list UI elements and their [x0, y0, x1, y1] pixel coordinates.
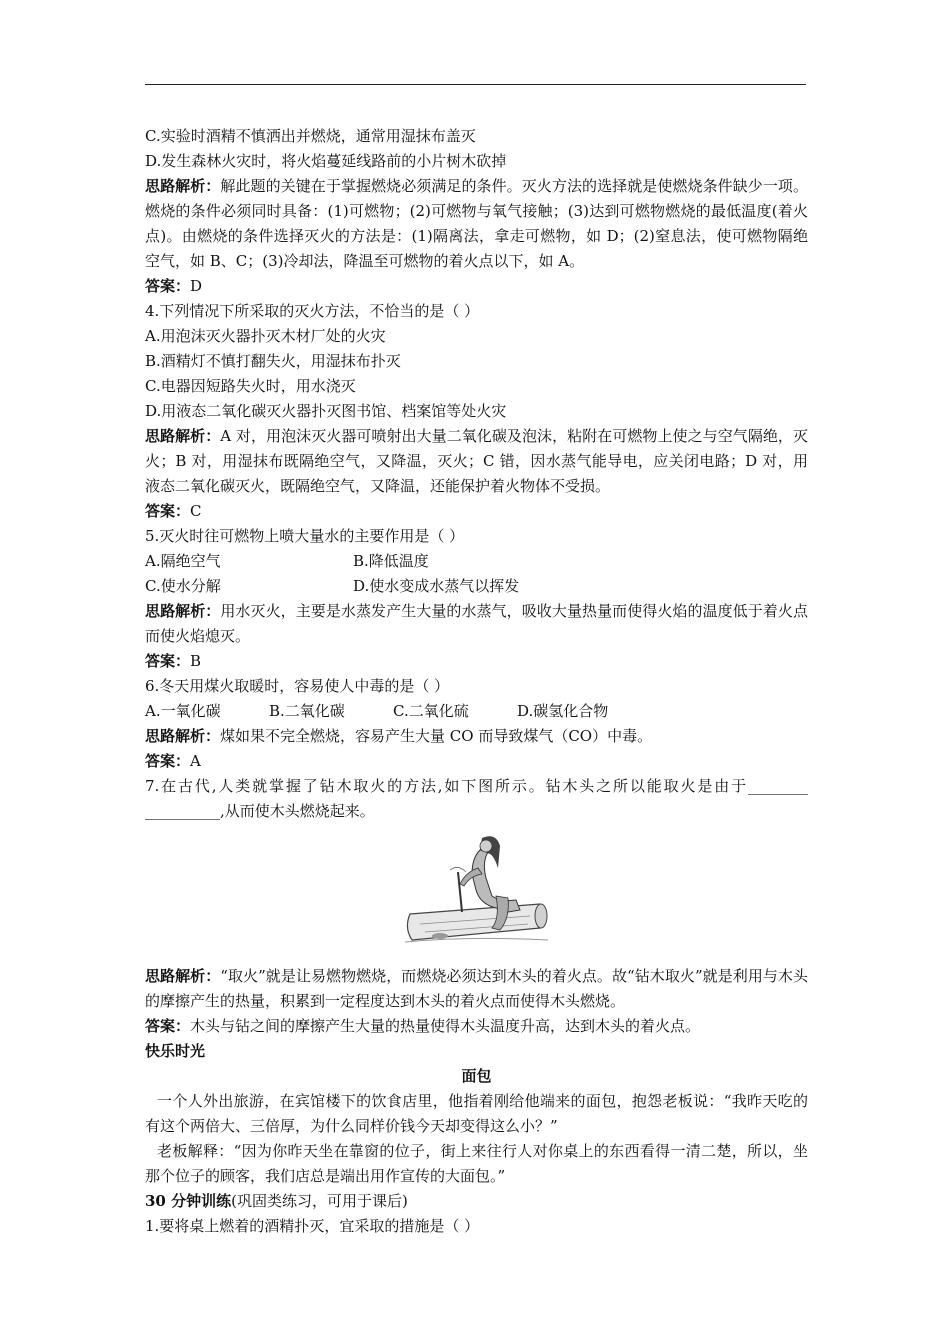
- q3-option-c: C.实验时酒精不慎洒出并燃烧，通常用湿抹布盖灭: [145, 127, 476, 145]
- analysis-text: 解此题的关键在于掌握燃烧必须满足的条件。灭火方法的选择就是使燃烧条件缺少一项。燃烧的条件必须同时具备：(1)可燃物；(2)可燃物与氧气接触；(3)达到可燃物燃烧的最低温度(着火点)。由燃烧的条件选择灭火的方法是：(1)隔离法，拿走可燃物，如 D；(2)窒息法，使可燃物隔绝空气，如 B、C；(3)冷却法，降温至可燃物的着火点以下，如 A。: [145, 177, 808, 270]
- q5-option-a: A.隔绝空气: [145, 552, 221, 570]
- q6-option-b: B.二氧化碳: [269, 702, 345, 720]
- q5-options-row1: [145, 549, 808, 574]
- q5-options-row2: [145, 574, 808, 599]
- q5-stem: 5.灭火时往可燃物上喷大量水的主要作用是（ ）: [145, 527, 465, 545]
- analysis-label: 思路解析：: [145, 602, 221, 620]
- answer-label: 答案：: [145, 1017, 191, 1035]
- analysis-label: 思路解析：: [145, 177, 221, 195]
- answer-value: C: [190, 502, 202, 520]
- q5-answer: [145, 649, 808, 674]
- man-drilling-wood-image: [400, 832, 550, 950]
- q4-option-d: D.用液态二氧化碳灭火器扑灭图书馆、档案馆等处火灾: [145, 402, 507, 420]
- section-heading: [145, 1189, 808, 1214]
- q7-answer: [145, 1014, 808, 1039]
- analysis-label: 思路解析：: [145, 967, 221, 985]
- q6-analysis: [145, 724, 808, 749]
- q7-stem: 7.在古代,人类就掌握了钻木取火的方法,如下图所示。钻木头之所以能取火是由于________ __________,从而使木头燃烧起来。: [145, 777, 808, 820]
- q6-answer: [145, 749, 808, 774]
- answer-value: D: [190, 277, 203, 295]
- analysis-label: 思路解析：: [145, 727, 221, 745]
- answer-value: A: [190, 752, 201, 770]
- analysis-label: 思路解析：: [145, 427, 221, 445]
- q7-analysis: [145, 964, 808, 1014]
- new-q1-stem: 1.要将桌上燃着的酒精扑灭，宜采取的措施是（ ）: [145, 1217, 480, 1235]
- story-paragraph-1: 一个人外出旅游，在宾馆楼下的饮食店里，他指着刚给他端来的面包，抱怨老板说：“我昨天吃的有这个两倍大、三倍厚，为什么同样价钱今天却变得这么小？”: [145, 1092, 808, 1135]
- q6-stem: 6.冬天用煤火取暖时，容易使人中毒的是（ ）: [145, 677, 450, 695]
- answer-label: 答案：: [145, 752, 191, 770]
- q4-answer: [145, 499, 808, 524]
- q4-option-c: C.电器因短路失火时，用水浇灭: [145, 377, 356, 395]
- q3-analysis: [145, 174, 808, 274]
- q5-option-d: D.使水变成水蒸气以挥发: [353, 577, 520, 595]
- q4-option-a: A.用泡沫灭火器扑灭木材厂处的火灾: [145, 327, 386, 345]
- answer-value: 木头与钻之间的摩擦产生大量的热量使得木头温度升高，达到木头的着火点。: [190, 1017, 701, 1035]
- q5-analysis: [145, 599, 808, 649]
- analysis-text: A 对，用泡沫灭火器可喷射出大量二氧化碳及泡沫，粘附在可燃物上使之与空气隔绝，灭火；B 对，用湿抹布既隔绝空气，又降温，灭火；C 错，因水蒸气能导电，应关闭电路；D 对，用液态二氧化碳灭火，既隔绝空气，又降温，还能保护着火物体不受损。: [145, 427, 808, 495]
- q3-answer: [145, 274, 808, 299]
- analysis-text: “取火”就是让易燃物燃烧，而燃烧必须达到木头的着火点。故“钻木取火”就是利用与木头的摩擦产生的热量，积累到一定程度达到木头的着火点而使得木头燃烧。: [145, 967, 808, 1010]
- q6-option-a: A.一氧化碳: [145, 702, 221, 720]
- analysis-text: 煤如果不完全燃烧，容易产生大量 CO 而导致煤气（CO）中毒。: [220, 727, 653, 745]
- analysis-text: 用水灭火，主要是水蒸发产生大量的水蒸气，吸收大量热量而使得火焰的温度低于着火点而使火焰熄灭。: [145, 602, 808, 645]
- q6-option-d: D.碳氢化合物: [517, 702, 609, 720]
- q3-option-d: D.发生森林火灾时，将火焰蔓延线路前的小片树木砍掉: [145, 152, 507, 170]
- q4-option-b: B.酒精灯不慎打翻失火，用湿抹布扑灭: [145, 352, 401, 370]
- q6-option-c: C.二氧化硫: [393, 702, 469, 720]
- document-body: [145, 124, 808, 1239]
- story-paragraph-2: 老板解释：“因为你昨天坐在靠窗的位子，街上来往行人对你桌上的东西看得一清二楚，所以，坐那个位子的顾客，我们店总是端出用作宣传的大面包。”: [145, 1142, 808, 1185]
- q6-options: [145, 699, 808, 724]
- section-heading-bold: 30 分钟训练: [145, 1192, 232, 1210]
- answer-label: 答案：: [145, 652, 191, 670]
- q5-option-b: B.降低温度: [353, 552, 429, 570]
- story-title: 面包: [461, 1067, 492, 1085]
- answer-label: 答案：: [145, 277, 191, 295]
- q5-option-c: C.使水分解: [145, 577, 221, 595]
- section-heading-note: (巩固类练习，可用于课后): [231, 1192, 408, 1210]
- q4-stem: 4.下列情况下所采取的灭火方法，不恰当的是（ ）: [145, 302, 480, 320]
- happy-time-heading: 快乐时光: [145, 1042, 206, 1060]
- header-rule: [145, 84, 806, 85]
- answer-label: 答案：: [145, 502, 191, 520]
- fire-drilling-illustration: [145, 824, 808, 964]
- q4-analysis: [145, 424, 808, 499]
- answer-value: B: [190, 652, 202, 670]
